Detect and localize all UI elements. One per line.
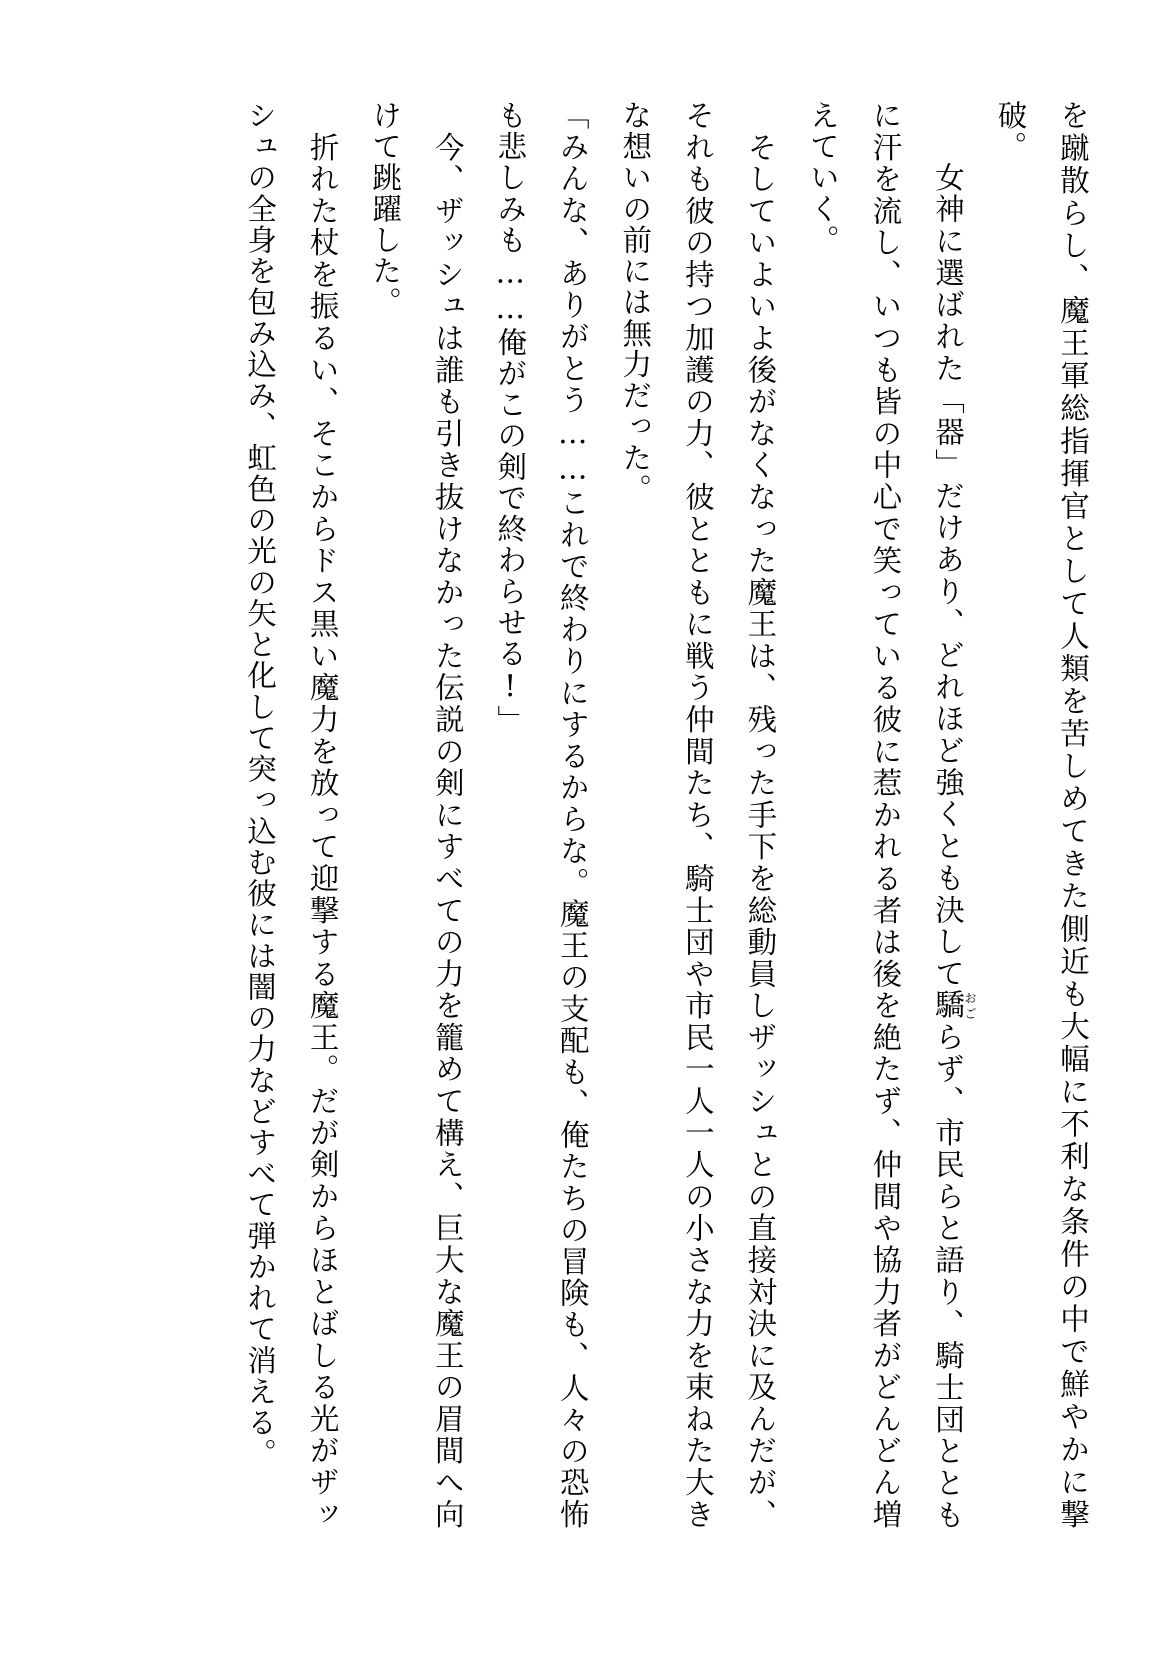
- novel-body-text: [60, 100, 1104, 1530]
- ruby-annotation: 驕おご: [930, 989, 978, 1022]
- paragraph-dialogue: 「みんな、ありがとう……これで終わりにするからな。魔王の支配も、俺たちの冒険も、人々の恐怖も悲しみも……俺がこの剣で終わらせる!」: [493, 100, 590, 1530]
- paragraph: を蹴散らし、魔王軍総指揮官として人類を苦しめてきた側近も大幅に不利な条件の中で鮮やかに撃破。: [993, 100, 1090, 1530]
- paragraph-with-ruby: 女神に選ばれた「器」だけあり、どれほど強くとも決して驕おごらず、市民らと語り、騎士団とともに汗を流し、いつも皆の中心で笑っている彼に惹かれる者は後を絶たず、仲間や協力者がどんどん増えていく。: [805, 100, 978, 1531]
- paragraph: 折れた杖を振るい、そこからドス黒い魔力を放って迎撃する魔王。だが剣からほとばしる光がザッシュの全身を包み込み、虹色の光の矢と化して突っ込む彼には闇の力などすべて弾かれて消える。: [243, 100, 340, 1530]
- paragraph: 今、ザッシュは誰も引き抜けなかった伝説の剣にすべての力を籠めて構え、巨大な魔王の眉間へ向けて跳躍した。: [368, 100, 465, 1530]
- paragraph: そしていよいよ後がなくなった魔王は、残った手下を総動員しザッシュとの直接対決に及んだが、それも彼の持つ加護の力、彼とともに戦う仲間たち、騎士団や市民一人一人の小さな力を束ねた大きな想いの前には無力だった。: [618, 100, 778, 1530]
